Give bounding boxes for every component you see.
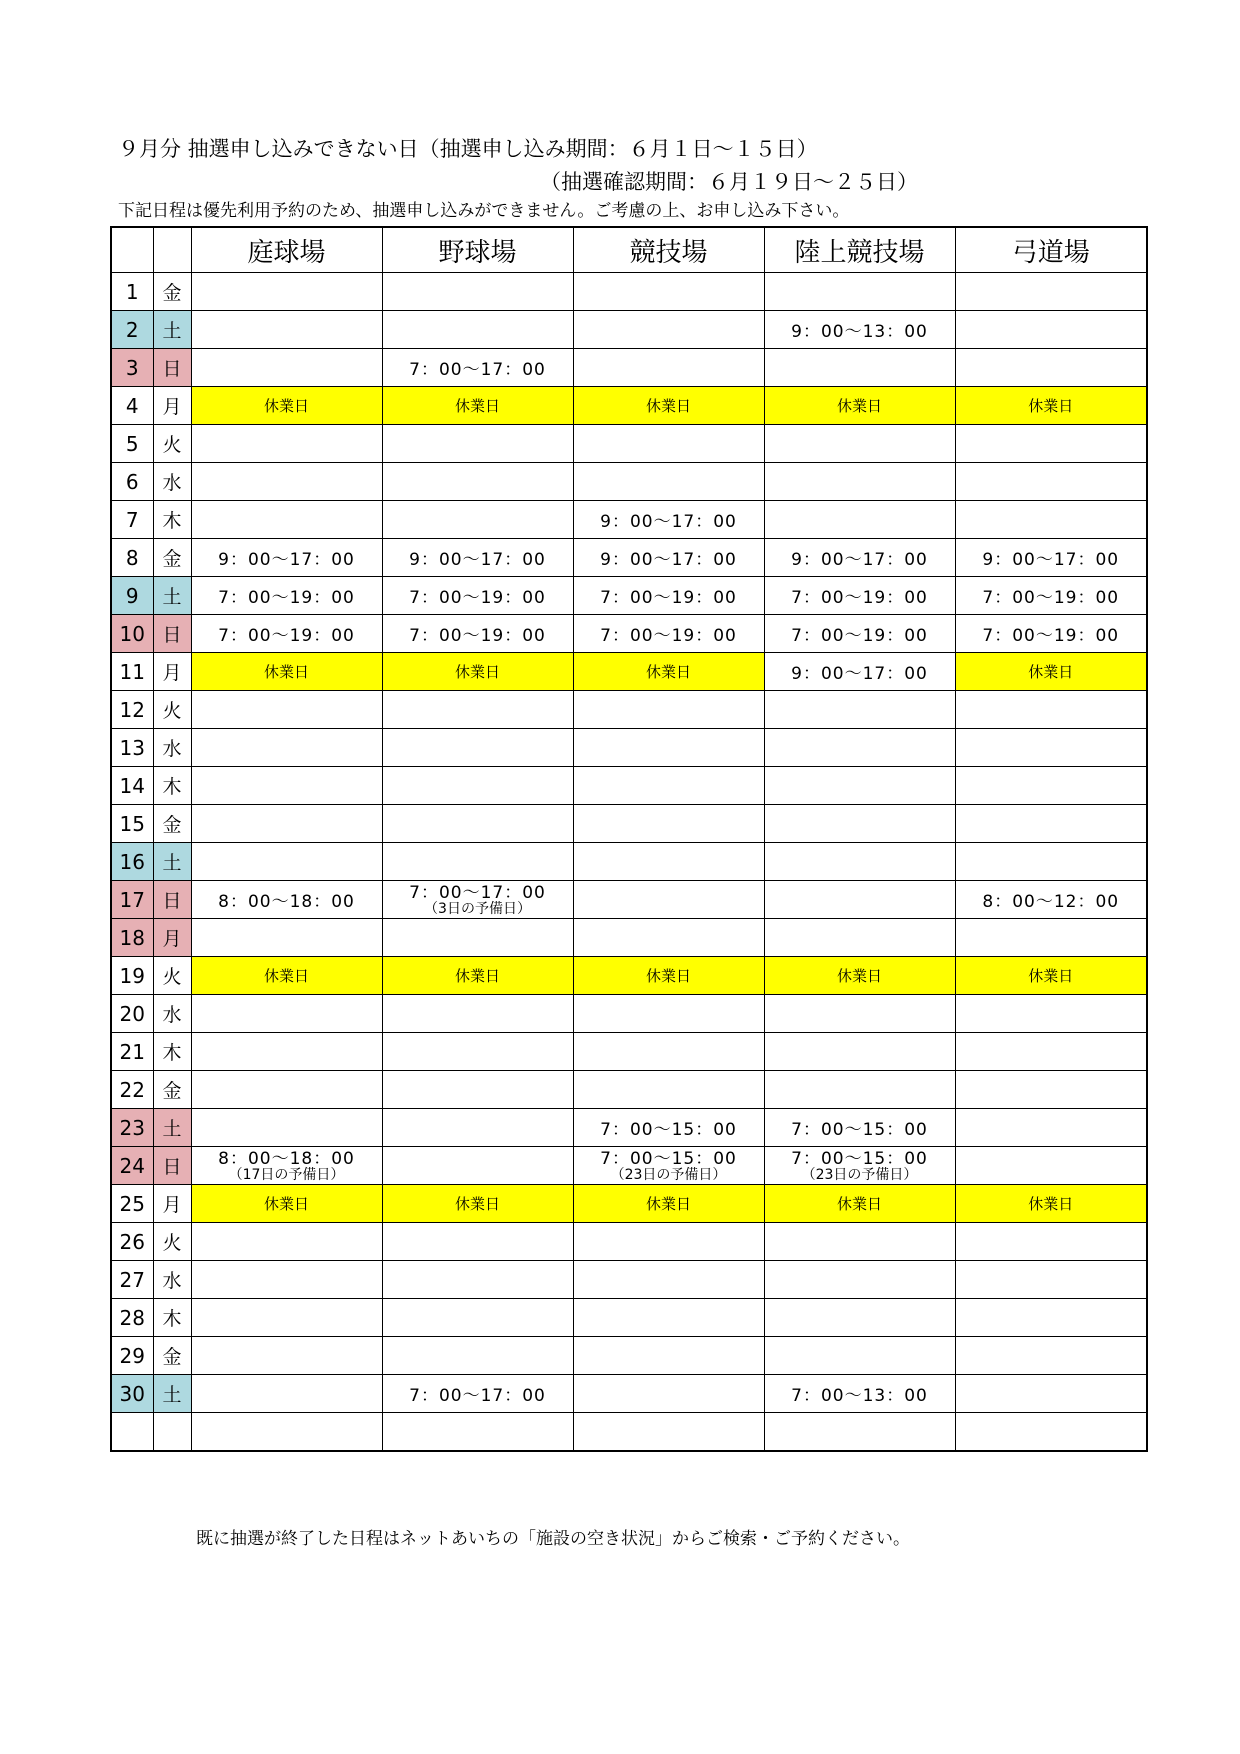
empty-cell	[573, 349, 764, 387]
weekday-label: 水	[153, 729, 191, 767]
reserved-time-cell: 7：00～19：00	[382, 577, 573, 615]
reserved-time-cell: 9：00～17：00	[573, 539, 764, 577]
empty-cell	[955, 273, 1147, 311]
day-number: 1	[111, 273, 153, 311]
empty-cell	[191, 1109, 382, 1147]
empty-cell	[191, 1413, 382, 1452]
weekday-label: 金	[153, 1337, 191, 1375]
table-row	[111, 729, 1147, 767]
empty-cell	[764, 463, 955, 501]
header-day	[111, 227, 153, 273]
header-weekday	[153, 227, 191, 273]
empty-cell	[573, 273, 764, 311]
reserved-time-cell: 9：00～17：00	[955, 539, 1147, 577]
day-number: 27	[111, 1261, 153, 1299]
header-archery-range: 弓道場	[955, 227, 1147, 273]
day-number: 10	[111, 615, 153, 653]
empty-cell	[764, 843, 955, 881]
weekday-label: 木	[153, 767, 191, 805]
table-row	[111, 881, 1147, 919]
empty-cell	[955, 1033, 1147, 1071]
day-number: 5	[111, 425, 153, 463]
reserved-time-cell: 7：00～19：00	[573, 577, 764, 615]
closed-day-cell: 休業日	[573, 387, 764, 425]
closed-day-cell: 休業日	[191, 1185, 382, 1223]
empty-cell	[382, 691, 573, 729]
day-number: 19	[111, 957, 153, 995]
empty-cell	[955, 501, 1147, 539]
empty-cell	[955, 349, 1147, 387]
empty-cell	[191, 425, 382, 463]
closed-day-cell: 休業日	[955, 387, 1147, 425]
empty-cell	[764, 767, 955, 805]
empty-cell	[955, 767, 1147, 805]
closed-day-cell: 休業日	[573, 957, 764, 995]
empty-cell	[764, 1261, 955, 1299]
table-row	[111, 273, 1147, 311]
weekday-label: 木	[153, 501, 191, 539]
empty-cell	[764, 729, 955, 767]
header-baseball-field: 野球場	[382, 227, 573, 273]
empty-cell	[191, 1261, 382, 1299]
table-row	[111, 463, 1147, 501]
weekday-label: 土	[153, 311, 191, 349]
empty-cell	[382, 1147, 573, 1185]
day-number: 23	[111, 1109, 153, 1147]
day-number: 29	[111, 1337, 153, 1375]
empty-cell	[191, 1071, 382, 1109]
empty-cell	[382, 1071, 573, 1109]
empty-cell	[573, 729, 764, 767]
weekday-label: 月	[153, 387, 191, 425]
weekday-label: 土	[153, 577, 191, 615]
weekday-label: 火	[153, 425, 191, 463]
empty-cell	[382, 995, 573, 1033]
table-row	[111, 577, 1147, 615]
empty-cell	[382, 311, 573, 349]
table-row	[111, 1337, 1147, 1375]
weekday-label: 金	[153, 539, 191, 577]
reserved-time-cell: 7：00～15：00 （23日の予備日）	[573, 1147, 764, 1185]
reserved-time-cell: 7：00～15：00 （23日の予備日）	[764, 1147, 955, 1185]
table-row	[111, 1033, 1147, 1071]
empty-cell	[573, 843, 764, 881]
day-number: 26	[111, 1223, 153, 1261]
weekday-label: 土	[153, 1109, 191, 1147]
empty-cell	[191, 349, 382, 387]
reserved-time-cell: 8：00～18：00	[191, 881, 382, 919]
empty-cell	[573, 805, 764, 843]
closed-day-cell: 休業日	[573, 1185, 764, 1223]
empty-cell	[382, 1223, 573, 1261]
table-row	[111, 1185, 1147, 1223]
day-number: 17	[111, 881, 153, 919]
table-row	[111, 691, 1147, 729]
closed-day-cell: 休業日	[573, 653, 764, 691]
empty-cell	[764, 273, 955, 311]
day-number: 24	[111, 1147, 153, 1185]
table-row	[111, 1413, 1147, 1452]
table-row	[111, 1071, 1147, 1109]
empty-cell	[382, 1413, 573, 1452]
day-number: 21	[111, 1033, 153, 1071]
empty-cell	[573, 1071, 764, 1109]
reserved-time-cell: 7：00～19：00	[382, 615, 573, 653]
empty-cell	[573, 1375, 764, 1413]
closed-day-cell: 休業日	[382, 387, 573, 425]
footer-note: 既に抽選が終了した日程はネットあいちの「施設の空き状況」からご検索・ご予約ください。	[196, 1529, 910, 1549]
weekday-label: 水	[153, 995, 191, 1033]
table-row	[111, 425, 1147, 463]
empty-cell	[191, 1337, 382, 1375]
empty-cell	[955, 1337, 1147, 1375]
empty-cell	[955, 919, 1147, 957]
closed-day-cell: 休業日	[382, 957, 573, 995]
empty-cell	[382, 729, 573, 767]
empty-cell	[955, 1223, 1147, 1261]
weekday-label: 火	[153, 1223, 191, 1261]
empty-cell	[382, 1299, 573, 1337]
empty-cell	[191, 1375, 382, 1413]
schedule-table	[110, 226, 1148, 1452]
reserved-time-cell: 7：00～19：00	[764, 615, 955, 653]
empty-cell	[764, 1413, 955, 1452]
table-row	[111, 995, 1147, 1033]
empty-cell	[382, 1033, 573, 1071]
header-tennis-court: 庭球場	[191, 227, 382, 273]
closed-day-cell: 休業日	[191, 957, 382, 995]
header-row	[111, 227, 1147, 273]
document-title: ９月分 抽選申し込みできない日（抽選申し込み期間：６月１日～１５日）	[118, 137, 818, 161]
empty-cell	[764, 691, 955, 729]
empty-cell	[191, 1299, 382, 1337]
empty-cell	[955, 995, 1147, 1033]
reserved-time-cell: 9：00～13：00	[764, 311, 955, 349]
weekday-label: 金	[153, 805, 191, 843]
day-number: 3	[111, 349, 153, 387]
empty-cell	[955, 843, 1147, 881]
header-athletics-stadium: 陸上競技場	[764, 227, 955, 273]
table-row	[111, 767, 1147, 805]
empty-cell	[955, 311, 1147, 349]
header-stadium: 競技場	[573, 227, 764, 273]
weekday-label: 日	[153, 615, 191, 653]
empty-cell	[191, 805, 382, 843]
weekday-label: 木	[153, 1299, 191, 1337]
empty-cell	[191, 1033, 382, 1071]
weekday-label: 火	[153, 691, 191, 729]
empty-cell	[573, 463, 764, 501]
closed-day-cell: 休業日	[191, 387, 382, 425]
empty-cell	[191, 463, 382, 501]
reserved-time-cell: 7：00～19：00	[764, 577, 955, 615]
day-number: 9	[111, 577, 153, 615]
table-row	[111, 805, 1147, 843]
empty-cell	[764, 881, 955, 919]
day-number: 2	[111, 311, 153, 349]
closed-day-cell: 休業日	[955, 1185, 1147, 1223]
reserved-time-cell: 9：00～17：00	[764, 653, 955, 691]
weekday-label: 火	[153, 957, 191, 995]
day-number: 22	[111, 1071, 153, 1109]
reserved-time-cell: 8：00～12：00	[955, 881, 1147, 919]
day-number: 8	[111, 539, 153, 577]
weekday-label: 土	[153, 843, 191, 881]
day-number: 30	[111, 1375, 153, 1413]
empty-cell	[191, 843, 382, 881]
empty-cell	[764, 1033, 955, 1071]
closed-day-cell: 休業日	[764, 1185, 955, 1223]
empty-cell	[955, 1413, 1147, 1452]
closed-day-cell: 休業日	[382, 653, 573, 691]
weekday-label: 月	[153, 919, 191, 957]
table-row	[111, 653, 1147, 691]
empty-cell	[764, 919, 955, 957]
table-row	[111, 1375, 1147, 1413]
empty-cell	[382, 425, 573, 463]
day-number: 16	[111, 843, 153, 881]
empty-cell	[955, 691, 1147, 729]
weekday-label: 金	[153, 1071, 191, 1109]
empty-cell	[382, 805, 573, 843]
reserved-time-cell: 7：00～17：00	[382, 1375, 573, 1413]
empty-cell	[191, 501, 382, 539]
empty-cell	[191, 767, 382, 805]
empty-cell	[382, 767, 573, 805]
weekday-label: 月	[153, 1185, 191, 1223]
empty-cell	[573, 767, 764, 805]
day-number: 18	[111, 919, 153, 957]
reserved-time-cell: 7：00～15：00	[573, 1109, 764, 1147]
day-number: 20	[111, 995, 153, 1033]
day-number: 25	[111, 1185, 153, 1223]
empty-cell	[955, 1299, 1147, 1337]
table-row	[111, 957, 1147, 995]
closed-day-cell: 休業日	[764, 387, 955, 425]
day-number: 12	[111, 691, 153, 729]
reserved-time-cell: 7：00～15：00	[764, 1109, 955, 1147]
empty-cell	[191, 1223, 382, 1261]
reserved-time-cell: 9：00～17：00	[382, 539, 573, 577]
reserved-time-cell: 7：00～17：00 （3日の予備日）	[382, 881, 573, 919]
weekday-label	[153, 1413, 191, 1452]
empty-cell	[573, 881, 764, 919]
empty-cell	[573, 1299, 764, 1337]
day-number: 11	[111, 653, 153, 691]
closed-day-cell: 休業日	[955, 653, 1147, 691]
reserved-time-cell: 9：00～17：00	[764, 539, 955, 577]
closed-day-cell: 休業日	[955, 957, 1147, 995]
day-number	[111, 1413, 153, 1452]
table-row	[111, 1147, 1147, 1185]
table-row	[111, 387, 1147, 425]
reserved-time-cell: 7：00～19：00	[955, 577, 1147, 615]
empty-cell	[573, 1223, 764, 1261]
empty-cell	[382, 919, 573, 957]
empty-cell	[764, 1337, 955, 1375]
empty-cell	[191, 729, 382, 767]
empty-cell	[573, 1413, 764, 1452]
table-row	[111, 843, 1147, 881]
day-number: 6	[111, 463, 153, 501]
empty-cell	[573, 1337, 764, 1375]
empty-cell	[955, 1147, 1147, 1185]
table-row	[111, 1261, 1147, 1299]
empty-cell	[955, 805, 1147, 843]
weekday-label: 土	[153, 1375, 191, 1413]
closed-day-cell: 休業日	[191, 653, 382, 691]
reserved-time-cell: 7：00～19：00	[573, 615, 764, 653]
empty-cell	[573, 425, 764, 463]
weekday-label: 金	[153, 273, 191, 311]
weekday-label: 水	[153, 463, 191, 501]
day-number: 28	[111, 1299, 153, 1337]
empty-cell	[191, 691, 382, 729]
notice-text: 下記日程は優先利用予約のため、抽選申し込みができません。ご考慮の上、お申し込み下さい。	[118, 201, 850, 221]
weekday-label: 日	[153, 349, 191, 387]
table-row	[111, 1223, 1147, 1261]
empty-cell	[382, 1337, 573, 1375]
weekday-label: 日	[153, 1147, 191, 1185]
empty-cell	[573, 311, 764, 349]
reserved-time-cell: 7：00～19：00	[955, 615, 1147, 653]
table-row	[111, 501, 1147, 539]
weekday-label: 月	[153, 653, 191, 691]
table-row	[111, 1299, 1147, 1337]
empty-cell	[191, 273, 382, 311]
empty-cell	[764, 425, 955, 463]
table-row	[111, 615, 1147, 653]
empty-cell	[382, 1109, 573, 1147]
reserved-time-cell: 7：00～19：00	[191, 577, 382, 615]
empty-cell	[955, 425, 1147, 463]
empty-cell	[573, 995, 764, 1033]
empty-cell	[191, 311, 382, 349]
table-row	[111, 919, 1147, 957]
empty-cell	[764, 1299, 955, 1337]
table-row	[111, 349, 1147, 387]
closed-day-cell: 休業日	[764, 957, 955, 995]
empty-cell	[382, 273, 573, 311]
weekday-label: 木	[153, 1033, 191, 1071]
day-number: 15	[111, 805, 153, 843]
empty-cell	[764, 995, 955, 1033]
day-number: 4	[111, 387, 153, 425]
reserved-time-cell: 7：00～17：00	[382, 349, 573, 387]
reserved-time-cell: 7：00～19：00	[191, 615, 382, 653]
weekday-label: 水	[153, 1261, 191, 1299]
empty-cell	[764, 1223, 955, 1261]
table-row	[111, 1109, 1147, 1147]
empty-cell	[382, 843, 573, 881]
table-row	[111, 311, 1147, 349]
weekday-label: 日	[153, 881, 191, 919]
reserved-time-cell: 9：00～17：00	[573, 501, 764, 539]
reserved-time-cell: 9：00～17：00	[191, 539, 382, 577]
empty-cell	[764, 1071, 955, 1109]
empty-cell	[955, 1261, 1147, 1299]
empty-cell	[955, 729, 1147, 767]
empty-cell	[573, 919, 764, 957]
empty-cell	[382, 463, 573, 501]
day-number: 14	[111, 767, 153, 805]
document-subtitle: （抽選確認期間：６月１９日～２５日）	[540, 170, 918, 194]
empty-cell	[191, 995, 382, 1033]
empty-cell	[382, 1261, 573, 1299]
empty-cell	[191, 919, 382, 957]
empty-cell	[764, 501, 955, 539]
empty-cell	[955, 1071, 1147, 1109]
reserved-time-cell: 7：00～13：00	[764, 1375, 955, 1413]
empty-cell	[764, 805, 955, 843]
empty-cell	[764, 349, 955, 387]
empty-cell	[382, 501, 573, 539]
empty-cell	[955, 1375, 1147, 1413]
table-row	[111, 539, 1147, 577]
empty-cell	[573, 691, 764, 729]
day-number: 13	[111, 729, 153, 767]
empty-cell	[955, 1109, 1147, 1147]
empty-cell	[955, 463, 1147, 501]
empty-cell	[573, 1261, 764, 1299]
closed-day-cell: 休業日	[382, 1185, 573, 1223]
reserved-time-cell: 8：00～18：00 （17日の予備日）	[191, 1147, 382, 1185]
empty-cell	[573, 1033, 764, 1071]
day-number: 7	[111, 501, 153, 539]
